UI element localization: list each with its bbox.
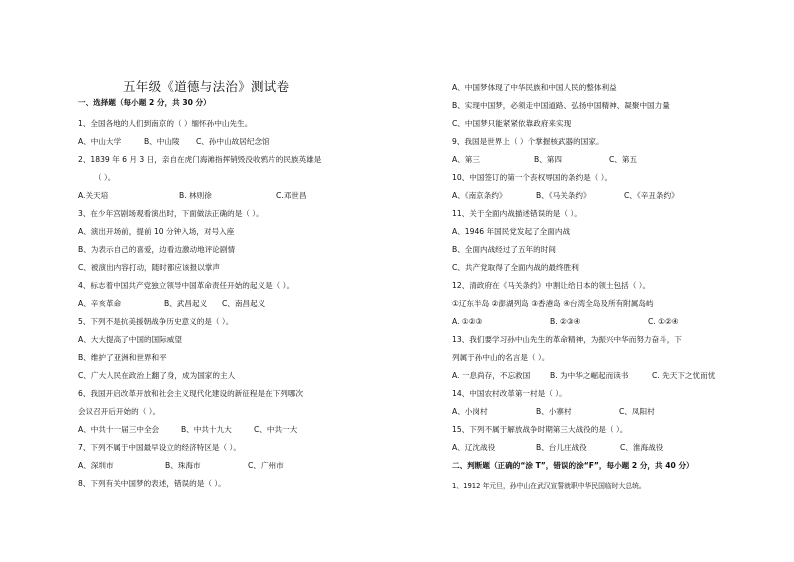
question-14-options	[452, 407, 655, 417]
question-2-options	[78, 191, 307, 201]
question-3-option-c: C、被演出内容打动，随时都应该报以掌声	[78, 263, 220, 272]
option-a: A、辛亥革命	[78, 299, 122, 308]
option-b: B、中共十九大	[181, 425, 232, 434]
option-b: B. 为中华之崛起而读书	[550, 371, 629, 380]
question-14: 14、中国农村改革第一村是（ ）。	[452, 389, 567, 398]
exam-title: 五年级《道德与法治》测试卷	[123, 79, 290, 94]
question-5-option-c: C、广大人民在政治上翻了身，成为国家的主人	[78, 371, 236, 380]
question-15-options	[452, 443, 663, 453]
option-b: B、第四	[534, 155, 562, 164]
question-13-options	[452, 371, 715, 381]
question-11-option-c: C、共产党取得了全面内战的最终胜利	[452, 263, 579, 272]
question-1-options	[78, 137, 270, 147]
option-c: C、南昌起义	[222, 299, 266, 308]
question-4: 4、标志着中国共产党独立领导中国革命责任开始的起义是（ ）。	[78, 281, 295, 290]
question-11: 11、关于全面内战描述错误的是（ ）。	[452, 209, 582, 218]
option-c: C、淮海战役	[620, 443, 664, 452]
question-7: 7、下列不属于中国最早设立的经济特区是（ ）。	[78, 443, 241, 452]
question-2: 2、1839 年 6 月 3 日，亲自在虎门海滩指挥销毁没收鸦片的民族英雄是	[78, 155, 322, 164]
section-judgement-heading: 二、判断题（正确的“涂 T”，错误的涂“F”，每小题 2 分，共 40 分）	[452, 461, 694, 470]
option-b: B、《马关条约》	[536, 191, 591, 200]
option-b: B. 林则徐	[179, 191, 212, 200]
option-c: C、广州市	[248, 461, 284, 470]
question-4-options	[78, 299, 265, 309]
question-12: 12、清政府在《马关条约》中割让给日本的领土包括（ ）。	[452, 281, 651, 290]
question-3: 3、在少年宫剧场观看演出时，下面做法正确的是（ ）。	[78, 209, 264, 218]
question-6: 6、我国开启改革开放和社会主义现代化建设的新征程是在下列哪次	[78, 389, 304, 398]
option-a: A、辽沈战役	[452, 443, 496, 452]
question-5: 5、下列不是抗美援朝战争历史意义的是（ ）。	[78, 317, 234, 326]
question-3-option-b: B、为表示自己的喜爱，边看边激动地评论剧情	[78, 245, 236, 254]
question-6-options	[78, 425, 297, 435]
question-2-paren: （ ）。	[94, 173, 116, 182]
option-c: C、《辛丑条约》	[624, 191, 679, 200]
question-13: 13、我们要学习孙中山先生的革命精神，为振兴中华而努力奋斗，下	[452, 335, 682, 344]
question-9: 9、我国是世界上（ ）个掌握核武器的国家。	[452, 137, 604, 146]
option-a: A、深圳市	[78, 461, 114, 470]
option-c: C.邓世昌	[276, 191, 307, 200]
option-b: B、小寨村	[536, 407, 572, 416]
question-6-continued: 会议召开后开始的（ ）。	[78, 407, 161, 416]
option-b: B、中山陵	[144, 137, 180, 146]
question-1: 1、全国各地的人们到南京的（ ）缅怀孙中山先生。	[78, 119, 253, 128]
option-a: A、第三	[452, 155, 480, 164]
option-c: C、中共一大	[254, 425, 298, 434]
question-13-continued: 列属于孙中山的名言是（ ）。	[452, 353, 550, 362]
section-choice-heading: 一、选择题（每小题 2 分，共 30 分）	[78, 98, 211, 107]
question-8-option-a: A、中国梦体现了中华民族和中国人民的整体利益	[452, 83, 617, 92]
judgement-1: 1、1912 年元旦，孙中山在武汉宣誓就职中华民国临时大总统。	[452, 482, 646, 490]
option-b: B、武昌起义	[164, 299, 208, 308]
left-column	[78, 0, 418, 562]
option-a: A、小岗村	[452, 407, 488, 416]
option-a: A、中山大学	[78, 137, 122, 146]
question-9-options	[452, 155, 637, 165]
question-5-option-b: B、维护了亚洲和世界和平	[78, 353, 167, 362]
option-c: C、第五	[609, 155, 638, 164]
option-a: A. ①②③	[452, 317, 483, 326]
question-11-option-a: A、1946 年国民党发起了全面内战	[452, 227, 571, 236]
option-a: A.关天培	[78, 191, 109, 200]
question-11-option-b: B、全面内战经过了五年的时间	[452, 245, 556, 254]
option-c: C、凤阳村	[619, 407, 655, 416]
option-b: B、珠海市	[165, 461, 201, 470]
option-b: B. ②③④	[550, 317, 581, 326]
option-a: A、《南京条约》	[452, 191, 507, 200]
option-b: B、台儿庄战役	[536, 443, 587, 452]
question-15: 15、下列不属于解放战争时期第三大战役的是（ ）。	[452, 425, 628, 434]
option-a: A. 一息尚存，不忘救国	[452, 371, 531, 380]
question-7-options	[78, 461, 284, 471]
option-a: A、中共十一届三中全会	[78, 425, 160, 434]
question-10-options	[452, 191, 679, 201]
option-c: C. 先天下之忧而忧	[652, 371, 716, 380]
question-10: 10、中国签订的第一个丧权辱国的条约是（ ）。	[452, 173, 613, 182]
question-12-items: ①辽东半岛 ②澎湖列岛 ③香港岛 ④台湾全岛及所有附属岛屿	[452, 299, 654, 308]
option-c: C. ①②④	[648, 317, 679, 326]
question-8-option-c: C、中国梦只能紧紧依靠政府来实现	[452, 119, 572, 128]
question-5-option-a: A、大大提高了中国的国际威望	[78, 335, 182, 344]
question-3-option-a: A、演出开场前，提前 10 分钟入场，对号入座	[78, 227, 235, 236]
question-8-option-b: B、实现中国梦，必须走中国道路、弘扬中国精神、凝聚中国力量	[452, 101, 670, 110]
right-column	[452, 0, 777, 562]
question-8: 8、下列有关中国梦的表述，错误的是（ ）。	[78, 479, 226, 488]
option-c: C、孙中山故居纪念馆	[196, 137, 270, 146]
question-12-options	[452, 317, 679, 327]
